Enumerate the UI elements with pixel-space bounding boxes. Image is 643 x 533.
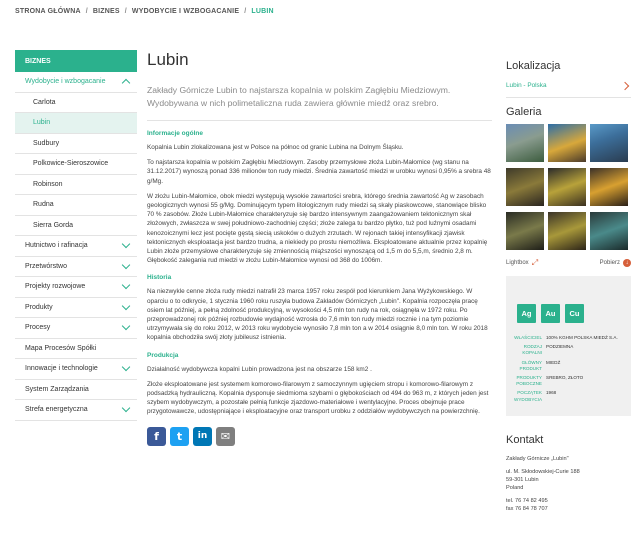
chevron-down-icon[interactable] bbox=[122, 281, 130, 289]
sidebar-item-label: Polkowice-Sieroszowice bbox=[33, 160, 109, 168]
chevron-right-icon bbox=[621, 81, 629, 89]
sidebar-item-procesy[interactable] bbox=[15, 318, 137, 339]
sidebar-item-label: Procesy bbox=[25, 324, 51, 332]
sidebar-item-przetworstwo[interactable] bbox=[15, 257, 137, 278]
section-heading-general: Informacje ogólne bbox=[147, 130, 203, 137]
sidebar-item-wydobycie[interactable] bbox=[15, 72, 137, 93]
email-icon[interactable]: ✉ bbox=[216, 427, 235, 446]
sidebar-subitem-robinson[interactable] bbox=[15, 175, 137, 196]
divider bbox=[147, 120, 492, 121]
chevron-down-icon[interactable] bbox=[122, 322, 130, 330]
contact-phone[interactable]: tel. 76 74 82 495 bbox=[506, 497, 548, 504]
gallery-thumbnail[interactable] bbox=[590, 212, 628, 250]
gallery-footer bbox=[506, 258, 631, 268]
breadcrumb-wydobycie[interactable]: WYDOBYCIE I WZBOGACANIE bbox=[131, 8, 240, 15]
gallery-thumbnail[interactable] bbox=[548, 212, 586, 250]
contact-country: Poland bbox=[506, 484, 524, 491]
location-title: Lokalizacja bbox=[506, 60, 561, 72]
sidebar-item-innowacje[interactable] bbox=[15, 359, 137, 380]
gallery-thumbnail[interactable] bbox=[548, 168, 586, 206]
gallery-thumbnail[interactable] bbox=[506, 212, 544, 250]
property-value: 1968 bbox=[546, 390, 557, 396]
mine-info-box bbox=[506, 276, 631, 416]
section-heading-production: Produkcja bbox=[147, 351, 179, 359]
chevron-down-icon[interactable] bbox=[122, 240, 130, 248]
mineral-chip-au: Au bbox=[541, 304, 560, 323]
location-link[interactable] bbox=[506, 82, 631, 98]
download-label: Pobierz bbox=[599, 260, 620, 266]
mineral-chips bbox=[517, 304, 623, 323]
sidebar-item-label: Carlota bbox=[33, 98, 56, 106]
sidebar-item-label: Mapa Procesów Spółki bbox=[25, 344, 97, 352]
sidebar-item-label: Sierra Gorda bbox=[33, 221, 74, 229]
right-column bbox=[506, 60, 631, 513]
property-key: WŁAŚCICIEL bbox=[514, 335, 542, 340]
sidebar-item-label: System Zarządzania bbox=[25, 385, 89, 393]
sidebar-item-label: Strefa energetyczna bbox=[25, 406, 88, 414]
lead-text: Zakłady Górnicze Lubin to najstarsza kopalnia w polskim Zagłębiu Miedziowym. Wydobywana w nich polimetaliczna ruda zawiera głównie miedź oraz srebro. bbox=[147, 85, 451, 108]
sidebar-item-label: Innowacje i technologie bbox=[25, 365, 98, 373]
breadcrumb: STRONA GŁÓWNA / BIZNES / WYDOBYCIE I WZBOGACANIE / LUBIN bbox=[15, 8, 274, 15]
property-key: RODZAJ KOPALNI bbox=[522, 344, 542, 356]
section-heading-history: Historia bbox=[147, 274, 172, 282]
property-value: SREBRO, ZŁOTO bbox=[546, 375, 584, 381]
sidebar-item-strefa[interactable] bbox=[15, 400, 137, 421]
location-link-label: Lubin - Polska bbox=[506, 82, 547, 89]
property-row bbox=[514, 375, 623, 387]
gallery-thumbnail[interactable] bbox=[590, 124, 628, 162]
sidebar-item-projekty[interactable] bbox=[15, 277, 137, 298]
twitter-icon[interactable]: t bbox=[170, 427, 189, 446]
sidebar-subitem-polkowice[interactable] bbox=[15, 154, 137, 175]
sidebar-item-produkty[interactable] bbox=[15, 298, 137, 319]
mineral-chip-ag: Ag bbox=[517, 304, 536, 323]
contact-details bbox=[506, 455, 631, 513]
contact-company: Zakłady Górnicze „Lubin" bbox=[506, 455, 569, 462]
property-value: PODZIEMNA bbox=[546, 344, 574, 350]
main-content bbox=[147, 50, 492, 446]
chevron-down-icon[interactable] bbox=[122, 261, 130, 269]
sidebar-item-label: Lubin bbox=[33, 119, 51, 127]
property-key: POCZĄTEK WYDOBYCIA bbox=[514, 390, 543, 402]
gallery-thumbnail[interactable] bbox=[506, 124, 544, 162]
gallery-thumbnail[interactable] bbox=[548, 124, 586, 162]
sidebar-subitem-rudna[interactable] bbox=[15, 195, 137, 216]
property-row bbox=[514, 360, 623, 372]
paragraph: Kopalnia Lubin zlokalizowana jest w Polsce na północ od granic Lubina na Dolnym Śląsku. bbox=[147, 144, 404, 151]
paragraph: Działalność wydobywcza kopalni Lubin prowadzona jest na obszarze 158 km2 . bbox=[147, 365, 372, 373]
sidebar-subitem-sierra-gorda[interactable] bbox=[15, 216, 137, 237]
property-row bbox=[514, 390, 623, 402]
sidebar-item-label: Wydobycie i wzbogacanie bbox=[25, 78, 106, 86]
sidebar-item-label: Przetwórstwo bbox=[25, 262, 68, 270]
linkedin-icon[interactable]: in bbox=[193, 427, 212, 446]
sidebar-item-system[interactable] bbox=[15, 380, 137, 401]
expand-icon: ⤢ bbox=[531, 258, 539, 267]
sidebar-item-label: Produkty bbox=[25, 303, 53, 311]
sidebar-item-label: Sudbury bbox=[33, 139, 60, 147]
sidebar-item-label: Hutnictwo i rafinacja bbox=[25, 242, 88, 250]
property-row bbox=[514, 335, 623, 341]
chevron-down-icon[interactable] bbox=[122, 302, 130, 310]
download-button[interactable] bbox=[600, 259, 631, 267]
lightbox-label: Lightbox bbox=[506, 260, 529, 266]
breadcrumb-home[interactable]: STRONA GŁÓWNA bbox=[15, 8, 81, 15]
breadcrumb-current: LUBIN bbox=[251, 8, 274, 15]
property-value: MIEDŹ bbox=[546, 359, 561, 365]
sidebar-subitem-lubin[interactable] bbox=[15, 113, 137, 134]
property-row bbox=[514, 344, 623, 356]
sidebar-item-hutnictwo[interactable] bbox=[15, 236, 137, 257]
social-share bbox=[147, 427, 492, 446]
sidebar-item-label: Projekty rozwojowe bbox=[25, 283, 86, 291]
sidebar-item-label: Rudna bbox=[33, 201, 54, 209]
chevron-up-icon[interactable] bbox=[122, 79, 130, 87]
sidebar-subitem-sudbury[interactable] bbox=[15, 134, 137, 155]
facebook-icon[interactable]: f bbox=[147, 427, 166, 446]
property-value: 100% KGHM POLSKA MIEDŹ S.A. bbox=[546, 335, 618, 340]
property-key: GŁÓWNY PRODUKT bbox=[519, 359, 542, 371]
mineral-chip-cu: Cu bbox=[565, 304, 584, 323]
paragraph: Złoże eksploatowane jest systemem komorowo-filarowym z samoczynnym ugięciem stropu i komorowo-filarowym z podsadzką hydrauliczną. Kopalnia dysponuje siedmioma szybami o głębokościach od 494 do 963 m, z których jeden jest szybem wydobywczym, a pozostałe pełnią funkcje zjazdowo-materiałowe i wentylacyjne. Proces obejmuje prace przygotowawcze, udostępniające i eksploatacyjne oraz transport urobku z oddziałów wydobywczych na powierzchnię. bbox=[147, 380, 489, 416]
breadcrumb-biznes[interactable]: BIZNES bbox=[92, 8, 120, 15]
paragraph: To najstarsza kopalnia w polskim Zagłębiu Miedziowym. Zasoby przemysłowe złoża Lubin-Małomice (wg stanu na 31.12.2017) wynoszą ponad 336 milionów ton rudy miedzi. Średnia zawartość miedzi w urobku wynosi 0,95% a srebra 48 g/Mg. bbox=[147, 159, 491, 185]
sidebar-subitem-carlota[interactable] bbox=[15, 93, 137, 114]
sidebar-nav bbox=[15, 50, 137, 421]
contact-city: 59-301 Lubin bbox=[506, 476, 539, 483]
contact-fax: fax 76 84 78 707 bbox=[506, 505, 548, 512]
page-title: Lubin bbox=[147, 50, 189, 69]
chevron-down-icon[interactable] bbox=[122, 404, 130, 412]
gallery-grid bbox=[506, 124, 631, 250]
sidebar-item-mapa[interactable] bbox=[15, 339, 137, 360]
paragraph: Na niezwykle cenne złoża rudy miedzi natrafił 23 marca 1957 roku zespół pod kierunkiem Jana Wyżykowskiego. W oparciu o to odkrycie, 1 stycznia 1960 roku ruszyła budowa Zakładów Górniczych „Lubin". Kopalnia rozpoczęła pracę osiem lat później, a pełną zdolność produkcyjną, w wysokości 4,5 mln ton rudy na rok, osiągnęła w 1972 roku. Po przeprowadzonej rok później rozbudowie wydajność wzrosła do 7,6 mln ton rudy miedzi rocznie i na tym poziomie utrzymywała się do roku 2012, w 2013 roku wydobycie wynosiło 7,8 mln ton a w 2014 osiągnie 8,0 mln ton. W roku 2018 kopalnia obchodziła swój złoty jubileusz istnienia. bbox=[147, 288, 488, 342]
contact-street: ul. M. Skłodowskiej-Curie 188 bbox=[506, 468, 580, 475]
paragraph: W złożu Lubin-Małomice, obok miedzi występują wysokie zawartości srebra, którego średnia zawartość Ag w zasobach geologicznych wynosi 55 g/Mg. Dominującym typem litologicznym rudy miedzi są skały piaskowcowe, stanowiące blisko 70 % zasobów. Złoże Lubin-Małomice charakteryzuje się bardzo intensywnym zaangażowaniem tektonicznym skał złożowych, zwłaszcza w swej południowo-zachodniej części; złoże zalega tu bardzo płytko, tuż pod luźnymi osadami kenozoicznymi lecz jest pocięte gęstą siecią uskoków o dużych zrzutach. W rejonach takiej intensyfikacji zjawisk tektonicznych eksploatacja jest bardzo trudna, a niekiedy po prostu niemożliwa. Eksploatowane aktualnie przez kopalnię Lubin złoże przemysłowe charakteryzuje się zmiennością miąższości wynoszącą od 1,5 m do 5,5,m, średnio 2,8 m. Głębokość zalegania rud miedzi w złożu Lubin-Małomice wynosi od 368 do 1006m. bbox=[147, 192, 488, 265]
gallery-title: Galeria bbox=[506, 106, 542, 118]
property-key: PRODUKTY POBOCZNE bbox=[516, 375, 542, 387]
gallery-thumbnail[interactable] bbox=[506, 168, 544, 206]
sidebar-header[interactable]: BIZNES bbox=[15, 50, 137, 72]
sidebar-item-label: Robinson bbox=[33, 180, 63, 188]
contact-title: Kontakt bbox=[506, 433, 544, 446]
download-icon: ↓ bbox=[623, 259, 631, 267]
chevron-down-icon[interactable] bbox=[122, 363, 130, 371]
mine-properties bbox=[514, 335, 623, 403]
lightbox-button[interactable] bbox=[506, 258, 538, 268]
gallery-thumbnail[interactable] bbox=[590, 168, 628, 206]
